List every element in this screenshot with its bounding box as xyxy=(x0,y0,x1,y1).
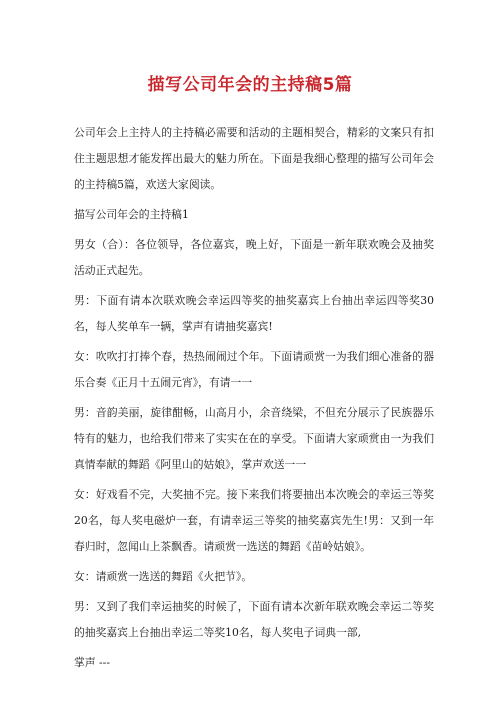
body-paragraph: 女：请顽赏一选送的舞蹈《火把节》。 xyxy=(74,570,253,583)
intro-paragraph: 公司年会上主持人的主持稿必需要和活动的主题相契合，精彩的文案只有扣住主题思想才能发挥出最大的魅力所在。下面是我细心整理的描写公司年会的主持稿5篇，欢送大家阅读。 xyxy=(74,126,434,191)
body-paragraph: 掌声 --- xyxy=(74,656,110,669)
document-body xyxy=(74,120,434,680)
section-heading: 描写公司年会的主持稿1 xyxy=(74,208,189,221)
body-paragraph: 男：又到了我们幸运抽奖的时候了，下面有请本次新年联欢晚会幸运二等奖的抽奖嘉宾上台抽出幸运二等奖10名，每人奖电子词典一部, xyxy=(74,600,434,639)
body-paragraph: 男：音韵美丽，旋律酣畅，山高月小，余音绕梁，不但充分展示了民族器乐特有的魅力，也给我们带来了实实在在的享受。下面请大家顽赏由一为我们真情奉献的舞蹈《阿里山的姑娘》，掌声欢送一一 xyxy=(74,406,434,471)
body-paragraph: 男：下面有请本次联欢晚会幸运四等奖的抽奖嘉宾上台抽出幸运四等奖30名，每人奖单车一辆，掌声有请抽奖嘉宾! xyxy=(74,294,434,333)
body-paragraph: 女：吹吹打打捧个春，热热闹闹过个年。下面请顽赏一为我们细心准备的器乐合奏《正月十五闹元宵》，有请一一 xyxy=(74,350,434,389)
body-paragraph: 男女（合）：各位领导，各位嘉宾，晚上好，下面是一新年联欢晚会及抽奖活动正式起先。 xyxy=(74,238,434,277)
body-paragraph: 女：好戏看不完，大奖抽不完。接下来我们将要抽出本次晚会的幸运三等奖20名，每人奖电磁炉一套，有请幸运三等奖的抽奖嘉宾先生!男：又到一年春归时，忽闻山上茶飘香。请顽赏一选送的舞蹈《苗岭姑娘》。 xyxy=(74,488,434,553)
document-title: 描写公司年会的主持稿5篇 xyxy=(147,75,353,95)
